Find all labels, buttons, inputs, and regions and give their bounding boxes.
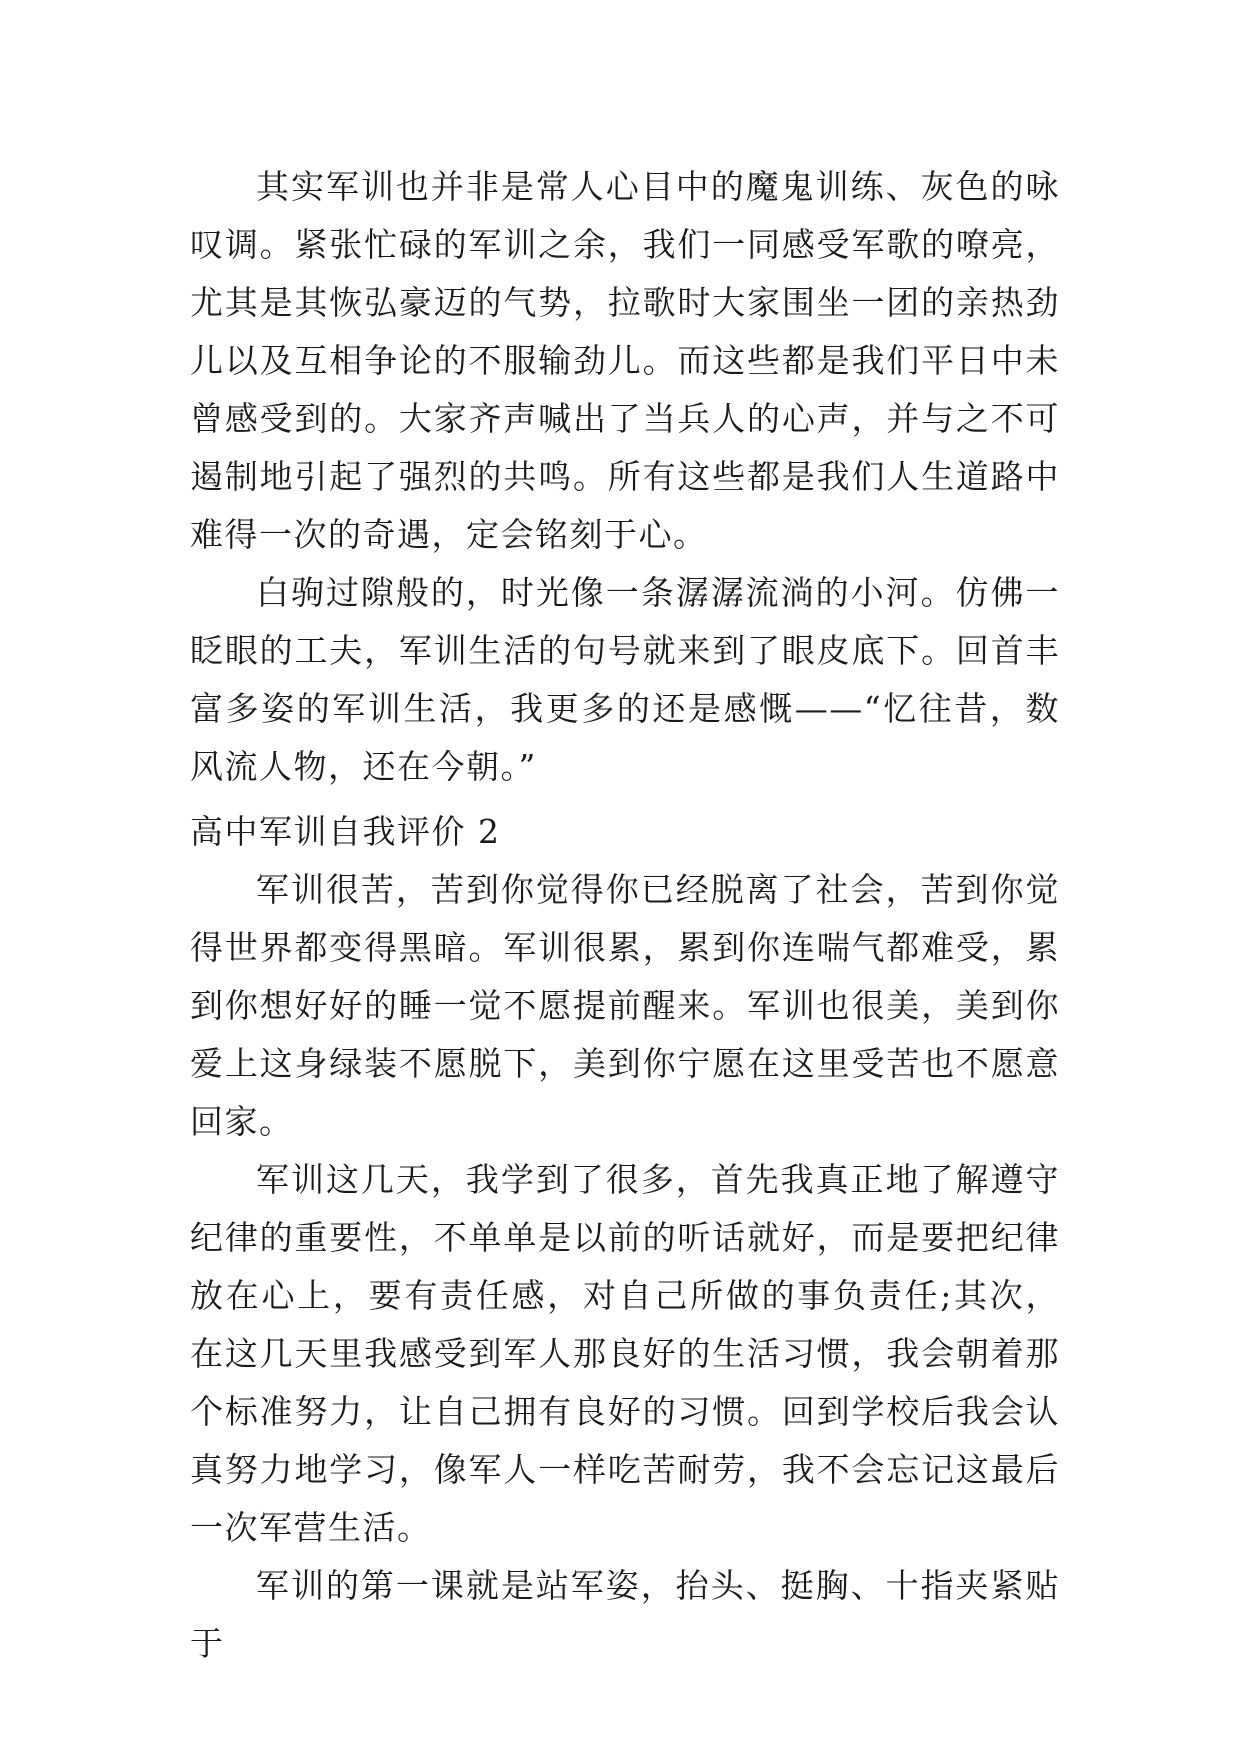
paragraph-lessons-learned: 军训这几天，我学到了很多，首先我真正地了解遵守纪律的重要性，不单单是以前的听话就好，而是要把纪律放在心上，要有责任感，对自己所做的事负责任;其次，在这几天里我感受到军人那良好的生活习惯，我会朝着那个标准努力，让自己拥有良好的习惯。回到学校后我会认真努力地学习，像军人一样吃苦耐劳，我不会忘记这最后一次军营生活。	[190, 1160, 1060, 1547]
paragraph-first-lesson: 军训的第一课就是站军姿，抬头、挺胸、十指夹紧贴于	[190, 1566, 1060, 1663]
section-2-heading: 高中军训自我评价 2	[190, 812, 501, 851]
paragraph-training-hardship: 军训很苦，苦到你觉得你已经脱离了社会，苦到你觉得世界都变得黑暗。军训很累，累到你连喘气都难受，累到你想好好的睡一觉不愿提前醒来。军训也很美，美到你爱上这身绿装不愿脱下，美到你宁愿在这里受苦也不愿意回家。	[190, 870, 1060, 1141]
section-1-body	[190, 158, 1060, 796]
section-2-body	[190, 861, 1060, 1673]
paragraph-military-training-songs: 其实军训也并非是常人心目中的魔鬼训练、灰色的咏叹调。紧张忙碌的军训之余，我们一同感受军歌的嘹亮，尤其是其恢弘豪迈的气势，拉歌时大家围坐一团的亲热劲儿以及互相争论的不服输劲儿。而这些都是我们平日中未曾感受到的。大家齐声喊出了当兵人的心声，并与之不可遏制地引起了强烈的共鸣。所有这些都是我们人生道路中难得一次的奇遇，定会铭刻于心。	[190, 167, 1060, 554]
paragraph-time-passing: 白驹过隙般的，时光像一条潺潺流淌的小河。仿佛一眨眼的工夫，军训生活的句号就来到了眼皮底下。回首丰富多姿的军训生活，我更多的还是感慨——“忆往昔，数风流人物，还在今朝。”	[190, 573, 1060, 786]
